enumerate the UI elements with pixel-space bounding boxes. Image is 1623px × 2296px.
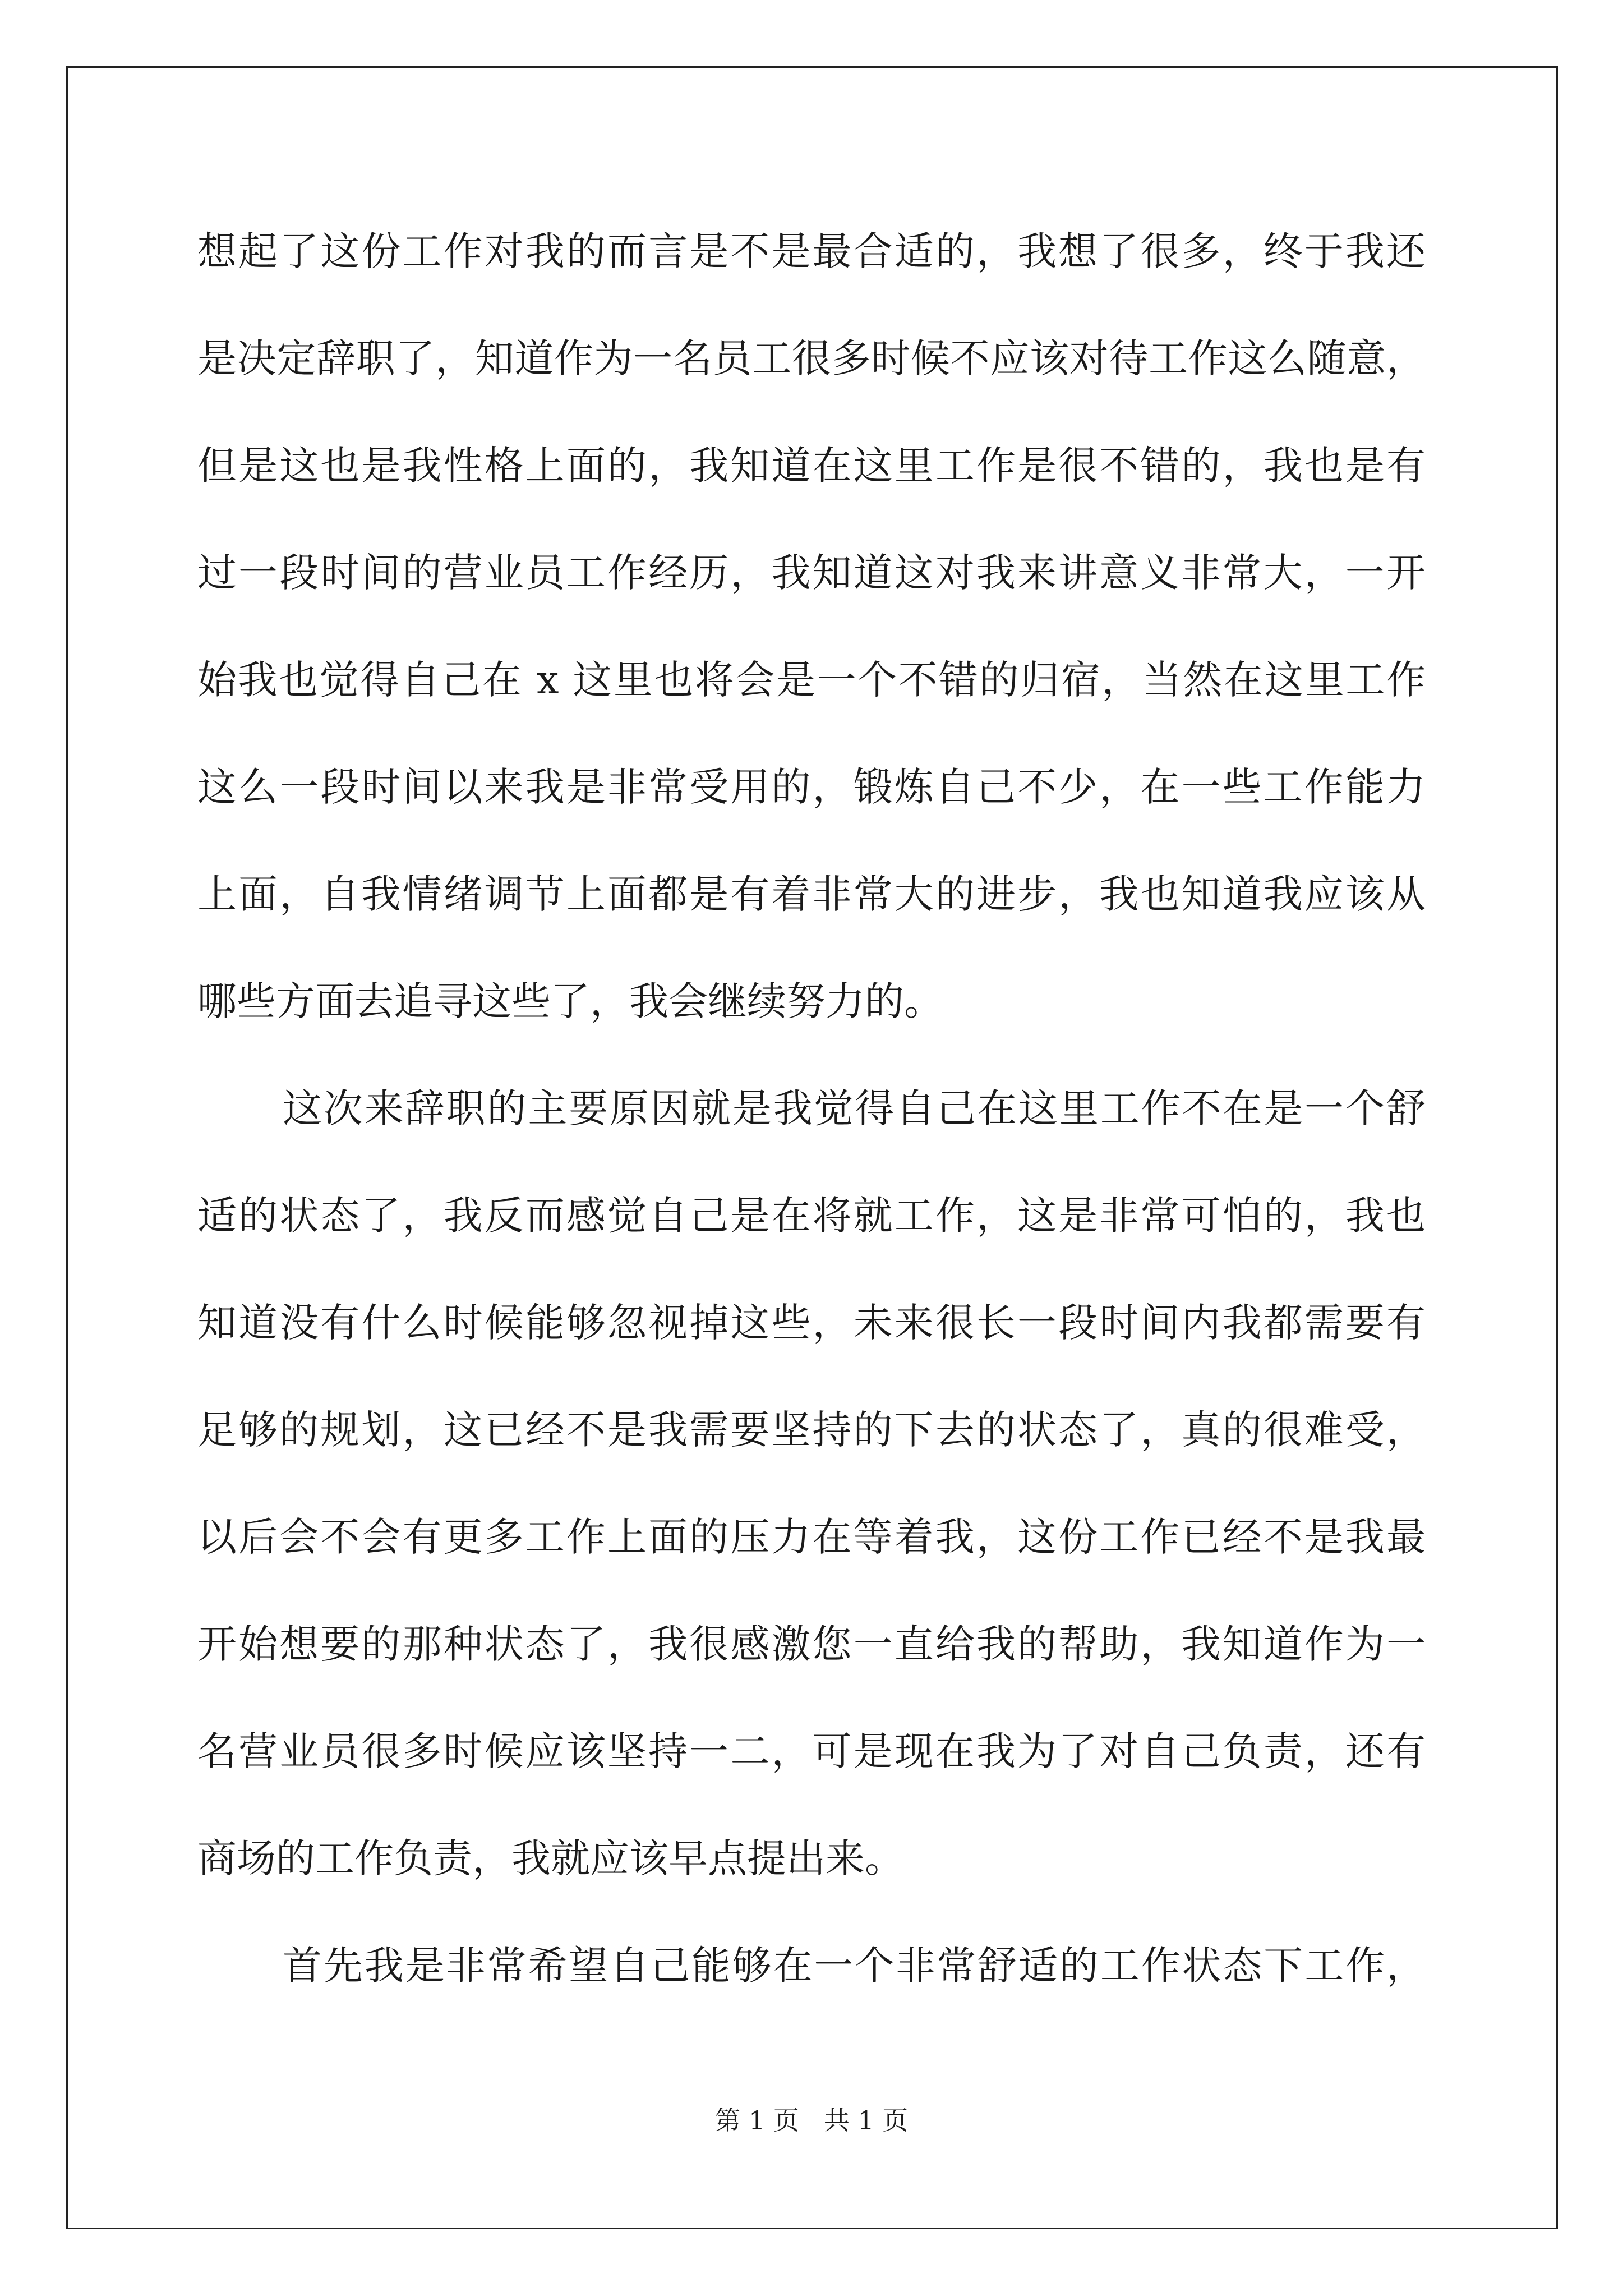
paragraph-2-line-3: 知道没有什么时候能够忽视掉这些，未来很长一段时间内我都需要有 — [197, 1300, 1426, 1346]
paragraph-1-line-7: 上面，自我情绪调节上面都是有着非常大的进步，我也知道我应该从 — [197, 871, 1426, 917]
paragraph-2-line-6: 开始想要的那种状态了，我很感激您一直给我的帮助，我知道作为一 — [197, 1621, 1426, 1667]
paragraph-3-line-1: 首先我是非常希望自己能够在一个非常舒适的工作状态下工作， — [283, 1943, 1426, 1989]
paragraph-1-line-2: 是决定辞职了，知道作为一名员工很多时候不应该对待工作这么随意， — [197, 335, 1426, 381]
paragraph-2-line-4: 足够的规划，这已经不是我需要坚持的下去的状态了，真的很难受， — [197, 1407, 1426, 1453]
paragraph-1-line-8: 哪些方面去追寻这些了，我会继续努力的。 — [197, 978, 943, 1024]
paragraph-1-line-4: 过一段时间的营业员工作经历，我知道这对我来讲意义非常大，一开 — [197, 550, 1426, 596]
page-footer: 第 1 页 共 1 页 — [714, 2105, 909, 2136]
paragraph-2-line-2: 适的状态了，我反而感觉自己是在将就工作，这是非常可怕的，我也 — [197, 1193, 1426, 1239]
paragraph-1-line-1: 想起了这份工作对我的而言是不是最合适的，我想了很多，终于我还 — [197, 228, 1426, 274]
paragraph-1-line-5: 始我也觉得自己在 x 这里也将会是一个不错的归宿，当然在这里工作 — [197, 657, 1426, 703]
paragraph-1-line-6: 这么一段时间以来我是非常受用的，锻炼自己不少，在一些工作能力 — [197, 764, 1426, 810]
paragraph-1-line-3: 但是这也是我性格上面的，我知道在这里工作是很不错的，我也是有 — [197, 443, 1426, 489]
paragraph-2-line-7: 名营业员很多时候应该坚持一二，可是现在我为了对自己负责，还有 — [197, 1728, 1426, 1774]
paragraph-2-line-5: 以后会不会有更多工作上面的压力在等着我，这份工作已经不是我最 — [197, 1514, 1426, 1560]
page-border — [66, 66, 1558, 2229]
paragraph-2-line-1: 这次来辞职的主要原因就是我觉得自己在这里工作不在是一个舒 — [283, 1085, 1426, 1131]
paragraph-2-line-8: 商场的工作负责，我就应该早点提出来。 — [197, 1835, 904, 1881]
